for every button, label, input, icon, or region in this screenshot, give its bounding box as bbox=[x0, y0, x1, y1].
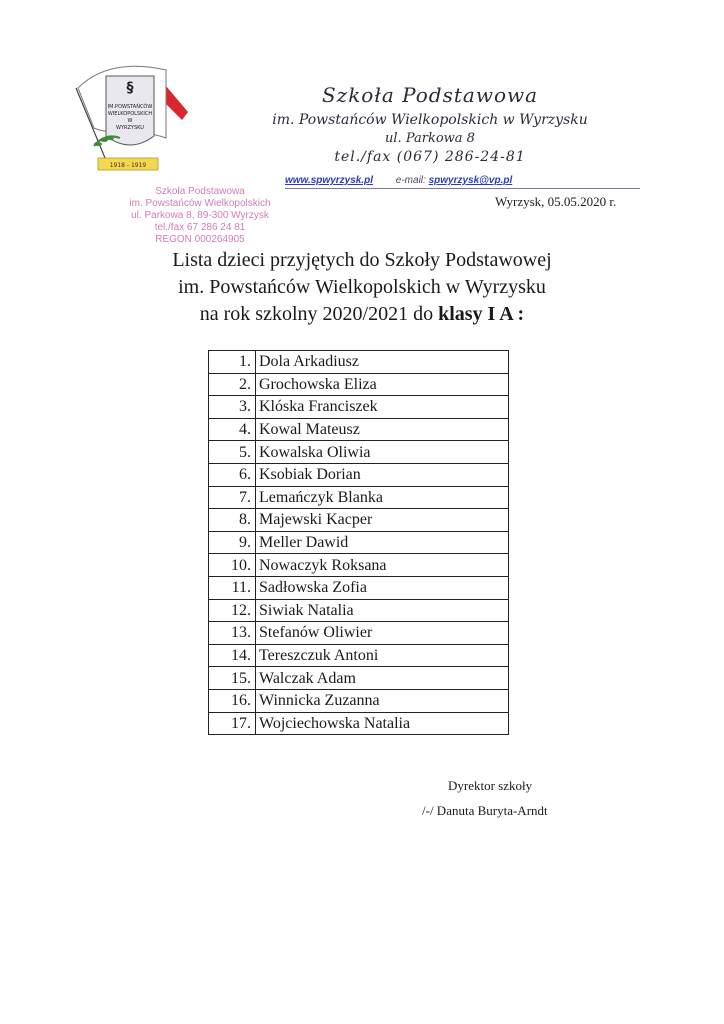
student-number: 13. bbox=[209, 622, 256, 645]
student-name: Dola Arkadiusz bbox=[256, 351, 509, 374]
table-row bbox=[209, 486, 509, 509]
student-number: 11. bbox=[209, 576, 256, 599]
student-number: 4. bbox=[209, 418, 256, 441]
student-name: Klóska Franciszek bbox=[256, 396, 509, 419]
student-number: 9. bbox=[209, 531, 256, 554]
emblem-line: IM.POWSTAŃCÓW bbox=[107, 104, 153, 110]
table-row bbox=[209, 622, 509, 645]
class-name: klasy I A : bbox=[438, 303, 525, 325]
student-name: Stefanów Oliwier bbox=[256, 622, 509, 645]
school-emblem bbox=[70, 58, 190, 176]
table-row bbox=[209, 373, 509, 396]
stamp-line: ul. Parkowa 8, 89-300 Wyrzysk bbox=[131, 210, 269, 221]
student-number: 7. bbox=[209, 486, 256, 509]
student-number: 14. bbox=[209, 644, 256, 667]
table-row bbox=[209, 689, 509, 712]
table-row bbox=[209, 509, 509, 532]
student-name: Kowal Mateusz bbox=[256, 418, 509, 441]
table-row bbox=[209, 396, 509, 419]
student-number: 15. bbox=[209, 667, 256, 690]
emblem-line: W bbox=[127, 118, 133, 124]
email-label: e-mail: bbox=[395, 175, 426, 186]
contact-links bbox=[285, 175, 645, 186]
school-name: Szkoła Podstawowa bbox=[321, 83, 539, 107]
student-number: 10. bbox=[209, 554, 256, 577]
student-number: 3. bbox=[209, 396, 256, 419]
student-number: 5. bbox=[209, 441, 256, 464]
student-name: Siwiak Natalia bbox=[256, 599, 509, 622]
table-row bbox=[209, 531, 509, 554]
student-name: Walczak Adam bbox=[256, 667, 509, 690]
emblem-line: WYRZYSKU bbox=[116, 125, 144, 131]
student-list-table bbox=[208, 350, 509, 735]
student-number: 8. bbox=[209, 509, 256, 532]
table-row bbox=[209, 599, 509, 622]
table-row bbox=[209, 463, 509, 486]
website-link[interactable]: www.spwyrzysk.pl bbox=[285, 175, 373, 186]
title-line-3-prefix: na rok szkolny 2020/2021 do bbox=[199, 303, 434, 325]
student-number: 6. bbox=[209, 463, 256, 486]
student-name: Sadłowska Zofia bbox=[256, 576, 509, 599]
table-row bbox=[209, 644, 509, 667]
place-date: Wyrzysk, 05.05.2020 r. bbox=[495, 194, 617, 209]
student-number: 16. bbox=[209, 689, 256, 712]
email-link[interactable]: spwyrzysk@vp.pl bbox=[428, 175, 513, 186]
student-name: Meller Dawid bbox=[256, 531, 509, 554]
header-divider bbox=[285, 188, 640, 189]
student-name: Majewski Kacper bbox=[256, 509, 509, 532]
student-name: Wojciechowska Natalia bbox=[256, 712, 509, 735]
stamp-line: REGON 000264905 bbox=[155, 234, 245, 245]
student-number: 2. bbox=[209, 373, 256, 396]
student-number: 1. bbox=[209, 351, 256, 374]
stamp-line: tel./fax 67 286 24 81 bbox=[154, 222, 246, 233]
title-line-1: Lista dzieci przyjętych do Szkoły Podstawowej bbox=[172, 249, 552, 271]
title-line-2: im. Powstańców Wielkopolskich w Wyrzysku bbox=[178, 276, 546, 298]
student-name: Grochowska Eliza bbox=[256, 373, 509, 396]
student-number: 17. bbox=[209, 712, 256, 735]
table-row bbox=[209, 554, 509, 577]
director-name: /-/ Danuta Buryta-Arndt bbox=[422, 803, 548, 818]
emblem-line: WIELKOPOLSKICH bbox=[107, 111, 153, 117]
school-stamp bbox=[110, 186, 290, 246]
student-name: Winnicka Zuzanna bbox=[256, 689, 509, 712]
school-phone: tel./fax (067) 286-24-81 bbox=[334, 149, 526, 165]
table-row bbox=[209, 418, 509, 441]
emblem-years: 1918 - 1919 bbox=[109, 162, 147, 169]
student-name: Tereszczuk Antoni bbox=[256, 644, 509, 667]
school-street: ul. Parkowa 8 bbox=[385, 131, 475, 146]
student-number: 12. bbox=[209, 599, 256, 622]
stamp-line: im. Powstańców Wielkopolskich bbox=[129, 198, 271, 209]
table-row bbox=[209, 667, 509, 690]
table-row bbox=[209, 712, 509, 735]
table-row bbox=[209, 576, 509, 599]
student-name: Kowalska Oliwia bbox=[256, 441, 509, 464]
director-title: Dyrektor szkoły bbox=[448, 778, 533, 793]
student-name: Ksobiak Dorian bbox=[256, 463, 509, 486]
table-row bbox=[209, 441, 509, 464]
table-row bbox=[209, 351, 509, 374]
student-name: Nowaczyk Roksana bbox=[256, 554, 509, 577]
svg-text:§: § bbox=[126, 80, 134, 96]
school-patron: im. Powstańców Wielkopolskich w Wyrzysku bbox=[272, 112, 588, 128]
title-line-3 bbox=[0, 301, 724, 328]
stamp-line: Szkoła Podstawowa bbox=[155, 186, 245, 197]
student-name: Lemańczyk Blanka bbox=[256, 486, 509, 509]
